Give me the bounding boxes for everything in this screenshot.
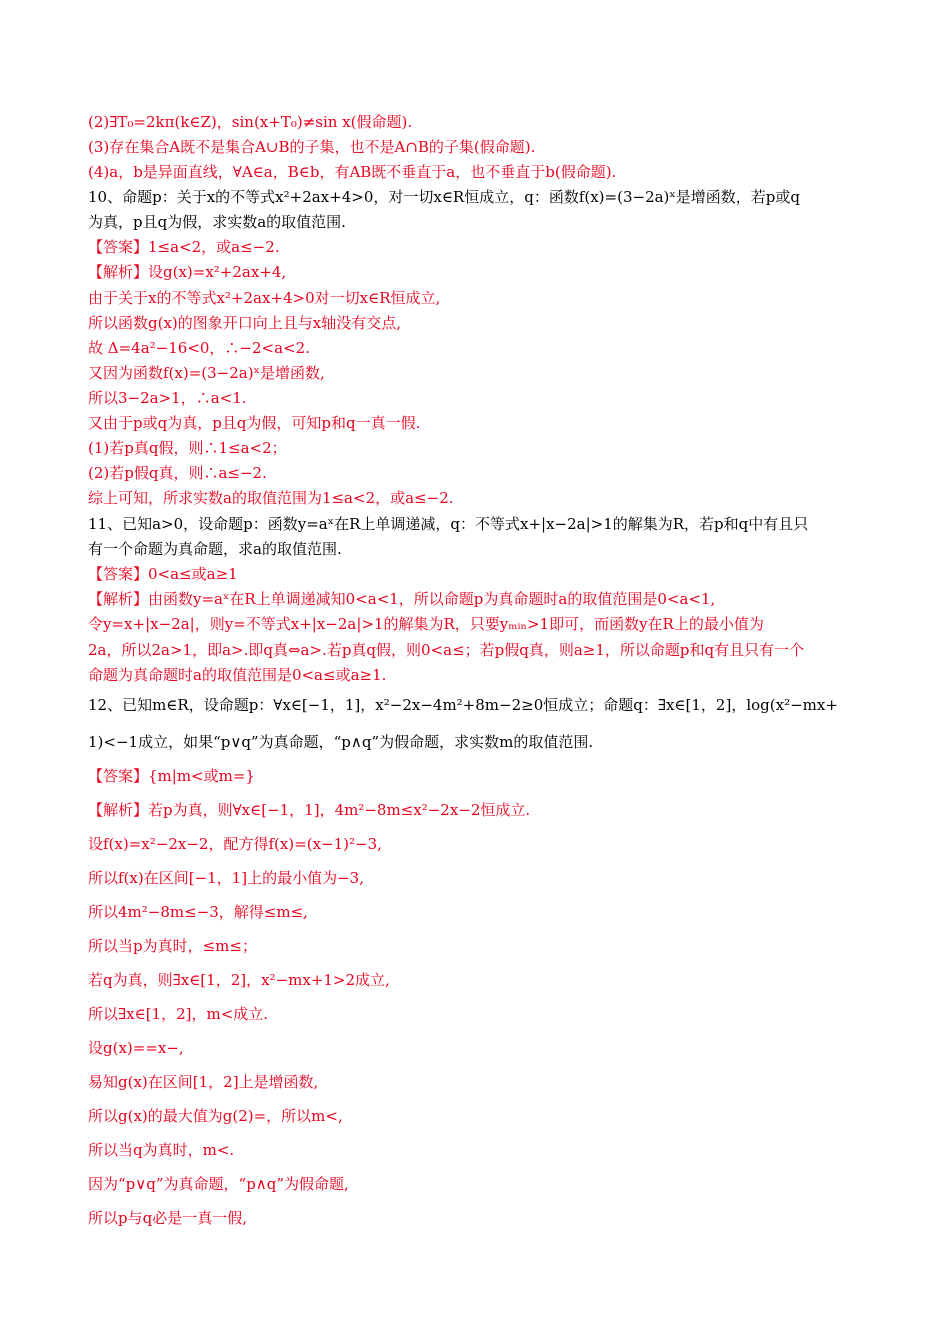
text-line: (4)a，b是异面直线，∀A∈a，B∈b，有AB既不垂直于a，也不垂直于b(假命题). [88, 163, 617, 181]
text-line: 所以当q为真时，m<. [88, 1141, 235, 1159]
text-line: (1)若p真q假，则∴1≤a<2； [88, 439, 287, 457]
text-line: 命题为真命题时a的取值范围是0<a≤或a≥1. [88, 666, 387, 684]
answer-label: 【答案】1≤a<2，或a≤−2. [88, 238, 280, 256]
text-line: 1)<−1成立，如果“p∨q”为真命题，“p∧q”为假命题，求实数m的取值范围. [88, 733, 594, 751]
text-line: 综上可知，所求实数a的取值范围为1≤a<2，或a≤−2. [88, 489, 454, 507]
text-line: 由于关于x的不等式x²+2ax+4>0对一切x∈R恒成立, [88, 289, 441, 307]
text-line: 易知g(x)在区间[1，2]上是增函数, [88, 1073, 319, 1091]
text-line: 设f(x)=x²−2x−2，配方得f(x)=(x−1)²−3, [88, 835, 382, 853]
text-line: 10、命题p：关于x的不等式x²+2ax+4>0，对一切x∈R恒成立，q：函数f(x)=(3−2a)ˣ是增函数，若p或q [88, 188, 800, 206]
answer-label: 【答案】0<a≤或a≥1 [88, 565, 238, 583]
analysis-label: 【解析】若p为真，则∀x∈[−1，1]，4m²−8m≤x²−2x−2恒成立. [88, 801, 531, 819]
text-line: 12、已知m∈R，设命题p：∀x∈[−1，1]，x²−2x−4m²+8m−2≥0恒成立；命题q：∃x∈[1，2]，log(x²−mx+ [88, 696, 838, 714]
text-line: 有一个命题为真命题，求a的取值范围. [88, 540, 342, 558]
text-line: 所以3−2a>1，∴a<1. [88, 389, 247, 407]
text-line: 所以p与q必是一真一假, [88, 1209, 247, 1227]
answer-label: 【答案】{m|m<或m=} [88, 767, 255, 785]
text-line: 所以f(x)在区间[−1，1]上的最小值为−3, [88, 869, 364, 887]
text-line: 又由于p或q为真，p且q为假，可知p和q一真一假. [88, 414, 421, 432]
text-line: 为真，p且q为假，求实数a的取值范围. [88, 213, 346, 231]
text-line: (2)若p假q真，则∴a≤−2. [88, 464, 267, 482]
analysis-label: 【解析】由函数y=aˣ在R上单调递减知0<a<1，所以命题p为真命题时a的取值范围是0<a<1, [88, 590, 716, 608]
text-line: 又因为函数f(x)=(3−2a)ˣ是增函数, [88, 364, 325, 382]
text-line: 所以4m²−8m≤−3，解得≤m≤, [88, 903, 308, 921]
text-line: 11、已知a>0，设命题p：函数y=aˣ在R上单调递减，q：不等式x+|x−2a|>1的解集为R，若p和q中有且只 [88, 515, 809, 533]
text-line: 所以函数g(x)的图象开口向上且与x轴没有交点, [88, 314, 401, 332]
text-line: 令y=x+|x−2a|，则y=不等式x+|x−2a|>1的解集为R，只要yₘᵢₙ>1即可，而函数y在R上的最小值为 [88, 615, 764, 633]
text-line: (3)存在集合A既不是集合A∪B的子集，也不是A∩B的子集(假命题). [88, 138, 536, 156]
text-line: 若q为真，则∃x∈[1，2]，x²−mx+1>2成立, [88, 971, 390, 989]
text-line: 故 Δ=4a²−16<0，∴−2<a<2. [88, 339, 310, 357]
text-line: 所以g(x)的最大值为g(2)=，所以m<, [88, 1107, 343, 1125]
analysis-label: 【解析】设g(x)=x²+2ax+4, [88, 263, 287, 281]
text-line: 设g(x)==x−, [88, 1039, 184, 1057]
text-line: 所以当p为真时，≤m≤； [88, 937, 257, 955]
text-line: 2a，所以2a>1，即a>.即q真⇔a>.若p真q假，则0<a≤；若p假q真，则a≥1，所以命题p和q有且只有一个 [88, 641, 805, 659]
text-line: (2)∃T₀=2kπ(k∈Z)，sin(x+T₀)≠sin x(假命题). [88, 113, 413, 131]
text-line: 所以∃x∈[1，2]，m<成立. [88, 1005, 269, 1023]
text-line: 因为“p∨q”为真命题，“p∧q”为假命题, [88, 1175, 349, 1193]
